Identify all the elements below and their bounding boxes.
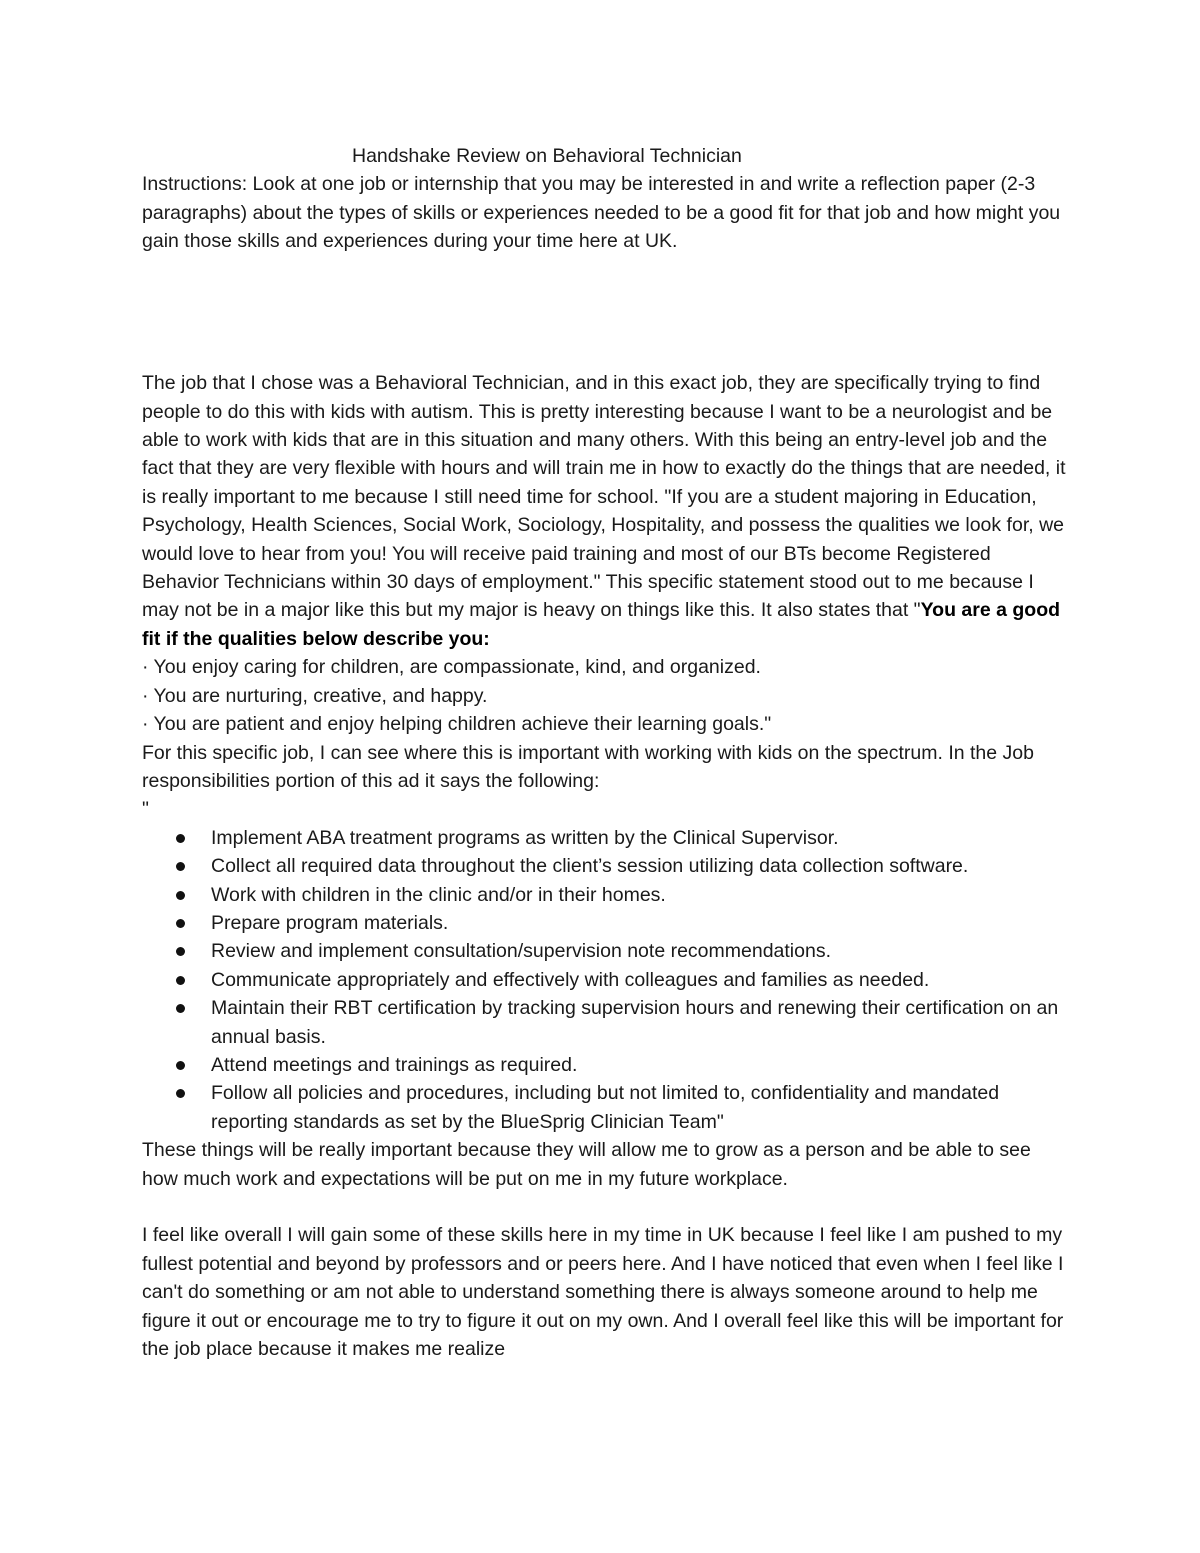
- list-item: Review and implement consultation/supervision note recommendations.: [211, 937, 1067, 965]
- job-choice-paragraph: [142, 369, 1067, 653]
- bullet-icon: [176, 1004, 185, 1013]
- quality-item: · You enjoy caring for children, are compassionate, kind, and organized.: [142, 656, 761, 679]
- job-choice-text: The job that I chose was a Behavioral Technician, and in this exact job, they are specifically trying to find people to do this with kids with autism. This is pretty interesting because I want to be a neurologist and be able to work with kids that are in this situation and many others. With this being an entry-level job and the fact that they are very flexible with hours and will train me in how to exactly do the things that are needed, it is really important to me because I still need time for school. "If you are a student majoring in Education, Psychology, Health Sciences, Social Work, Sociology, Hospitality, and possess the qualities we look for, we would love to hear from you! You will receive paid training and most of our BTs become Registered Behavior Technicians within 30 days of employment." This specific statement stood out to me because I may not be in a major like this but my major is heavy on things like this. It also states that ": [142, 372, 1066, 622]
- good-fit-heading: You are a good fit if the qualities below describe you:: [142, 599, 1061, 650]
- list-item: Work with children in the clinic and/or in their homes.: [211, 881, 1067, 909]
- list-item: Attend meetings and trainings as required.: [211, 1051, 1067, 1079]
- list-item: Implement ABA treatment programs as written by the Clinical Supervisor.: [211, 824, 1067, 852]
- bullet-icon: [176, 976, 185, 985]
- list-item: Follow all policies and procedures, including but not limited to, confidentiality and mandated reporting standards as set by the BlueSprig Clinician Team": [211, 1079, 1067, 1136]
- list-item: Collect all required data throughout the client’s session utilizing data collection software.: [211, 852, 1067, 880]
- instructions-paragraph: Instructions: Look at one job or internship that you may be interested in and write a reflection paper (2-3 paragraphs) about the types of skills or experiences needed to be a good fit for that job and how might you gain those skills and experiences during your time here at UK.: [142, 173, 1061, 253]
- bullet-icon: [176, 919, 185, 928]
- bullet-icon: [176, 1061, 185, 1070]
- list-item: Prepare program materials.: [211, 909, 1067, 937]
- document-body: [142, 142, 1067, 1363]
- conclusion-paragraph: I feel like overall I will gain some of these skills here in my time in UK because I feel like I am pushed to my fullest potential and beyond by professors and or peers here. And I have noticed that even when I feel like I can't do something or am not able to understand something there is always someone around to help me figure it out or encourage me to try to figure it out on my own. And I overall feel like this will be important for the job place because it makes me realize: [142, 1224, 1064, 1361]
- importance-paragraph: These things will be really important because they will allow me to grow as a person and be able to see how much work and expectations will be put on me in my future workplace.: [142, 1139, 1031, 1190]
- bullet-icon: [176, 862, 185, 871]
- responsibilities-list: [142, 824, 1067, 1136]
- bullet-icon: [176, 891, 185, 900]
- paragraph-gap: [142, 1193, 1067, 1221]
- bullet-icon: [176, 834, 185, 843]
- list-item: Maintain their RBT certification by tracking supervision hours and renewing their certification on an annual basis.: [211, 994, 1067, 1051]
- quality-item: · You are nurturing, creative, and happy.: [142, 684, 488, 707]
- open-quote: ": [142, 798, 149, 821]
- list-item: Communicate appropriately and effectively with colleagues and families as needed.: [211, 966, 1067, 994]
- blank-space: [142, 256, 1067, 370]
- quality-item: · You are patient and enjoy helping children achieve their learning goals.": [142, 713, 772, 736]
- bullet-icon: [176, 947, 185, 956]
- document-title: Handshake Review on Behavioral Technician: [352, 145, 742, 167]
- responsibilities-intro: For this specific job, I can see where this is important with working with kids on the spectrum. In the Job responsibilities portion of this ad it says the following:: [142, 741, 1034, 792]
- bullet-icon: [176, 1089, 185, 1098]
